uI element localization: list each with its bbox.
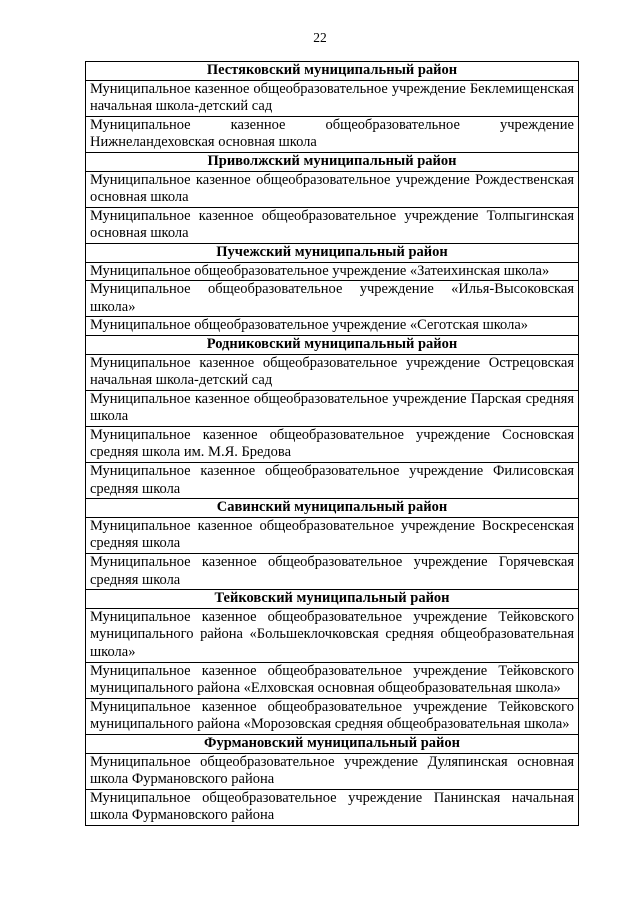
school-entry: Муниципальное общеобразовательное учреждение Панинская начальная школа Фурмановского района <box>86 789 579 825</box>
school-row <box>86 207 579 243</box>
school-entry: Муниципальное казенное общеобразовательное учреждение Сосновская средняя школа им. М.Я. Бредова <box>86 426 579 462</box>
school-row <box>86 80 579 116</box>
district-row <box>86 499 579 518</box>
school-entry: Муниципальное казенное общеобразовательное учреждение Рождественская основная школа <box>86 171 579 207</box>
school-entry: Муниципальное казенное общеобразовательное учреждение Тейковского муниципального района «Елховская основная общеобразовательная школа» <box>86 662 579 698</box>
school-entry: Муниципальное общеобразовательное учреждение «Илья-Высоковская школа» <box>86 281 579 317</box>
school-entry: Муниципальное общеобразовательное учреждение «Затеихинская школа» <box>86 262 579 281</box>
school-row <box>86 317 579 336</box>
schools-table <box>85 61 579 826</box>
school-entry: Муниципальное казенное общеобразовательное учреждение Парская средняя школа <box>86 390 579 426</box>
schools-table-body <box>86 62 579 826</box>
school-row <box>86 789 579 825</box>
district-row <box>86 335 579 354</box>
school-row <box>86 116 579 152</box>
district-header: Приволжский муниципальный район <box>86 152 579 171</box>
school-entry: Муниципальное казенное общеобразовательное учреждение Острецовская начальная школа-детский сад <box>86 354 579 390</box>
school-row <box>86 354 579 390</box>
district-header: Фурмановский муниципальный район <box>86 734 579 753</box>
district-header: Савинский муниципальный район <box>86 499 579 518</box>
school-row <box>86 608 579 662</box>
school-row <box>86 426 579 462</box>
school-row <box>86 517 579 553</box>
page-number: 22 <box>313 30 327 45</box>
district-row <box>86 243 579 262</box>
school-row <box>86 463 579 499</box>
school-entry: Муниципальное казенное общеобразовательное учреждение Тейковского муниципального района «Морозовская средняя общеобразовательная школа» <box>86 698 579 734</box>
school-entry: Муниципальное казенное общеобразовательное учреждение Тейковского муниципального района «Большеклочковская средняя общеобразовательная школа» <box>86 608 579 662</box>
district-header: Пестяковский муниципальный район <box>86 62 579 81</box>
district-row <box>86 152 579 171</box>
district-row <box>86 734 579 753</box>
school-row <box>86 262 579 281</box>
school-entry: Муниципальное общеобразовательное учреждение «Сеготская школа» <box>86 317 579 336</box>
school-row <box>86 554 579 590</box>
school-row <box>86 390 579 426</box>
district-row <box>86 62 579 81</box>
district-header: Пучежский муниципальный район <box>86 243 579 262</box>
school-entry: Муниципальное казенное общеобразовательное учреждение Нижнеландеховская основная школа <box>86 116 579 152</box>
school-row <box>86 662 579 698</box>
school-entry: Муниципальное казенное общеобразовательное учреждение Толпыгинская основная школа <box>86 207 579 243</box>
district-header: Родниковский муниципальный район <box>86 335 579 354</box>
district-header: Тейковский муниципальный район <box>86 590 579 609</box>
school-row <box>86 753 579 789</box>
school-entry: Муниципальное казенное общеобразовательное учреждение Горячевская средняя школа <box>86 554 579 590</box>
school-entry: Муниципальное казенное общеобразовательное учреждение Филисовская средняя школа <box>86 463 579 499</box>
school-entry: Муниципальное казенное общеобразовательное учреждение Воскресенская средняя школа <box>86 517 579 553</box>
school-entry: Муниципальное общеобразовательное учреждение Дуляпинская основная школа Фурмановского района <box>86 753 579 789</box>
school-row <box>86 698 579 734</box>
school-entry: Муниципальное казенное общеобразовательное учреждение Беклемищенская начальная школа-детский сад <box>86 80 579 116</box>
school-row <box>86 281 579 317</box>
school-row <box>86 171 579 207</box>
district-row <box>86 590 579 609</box>
